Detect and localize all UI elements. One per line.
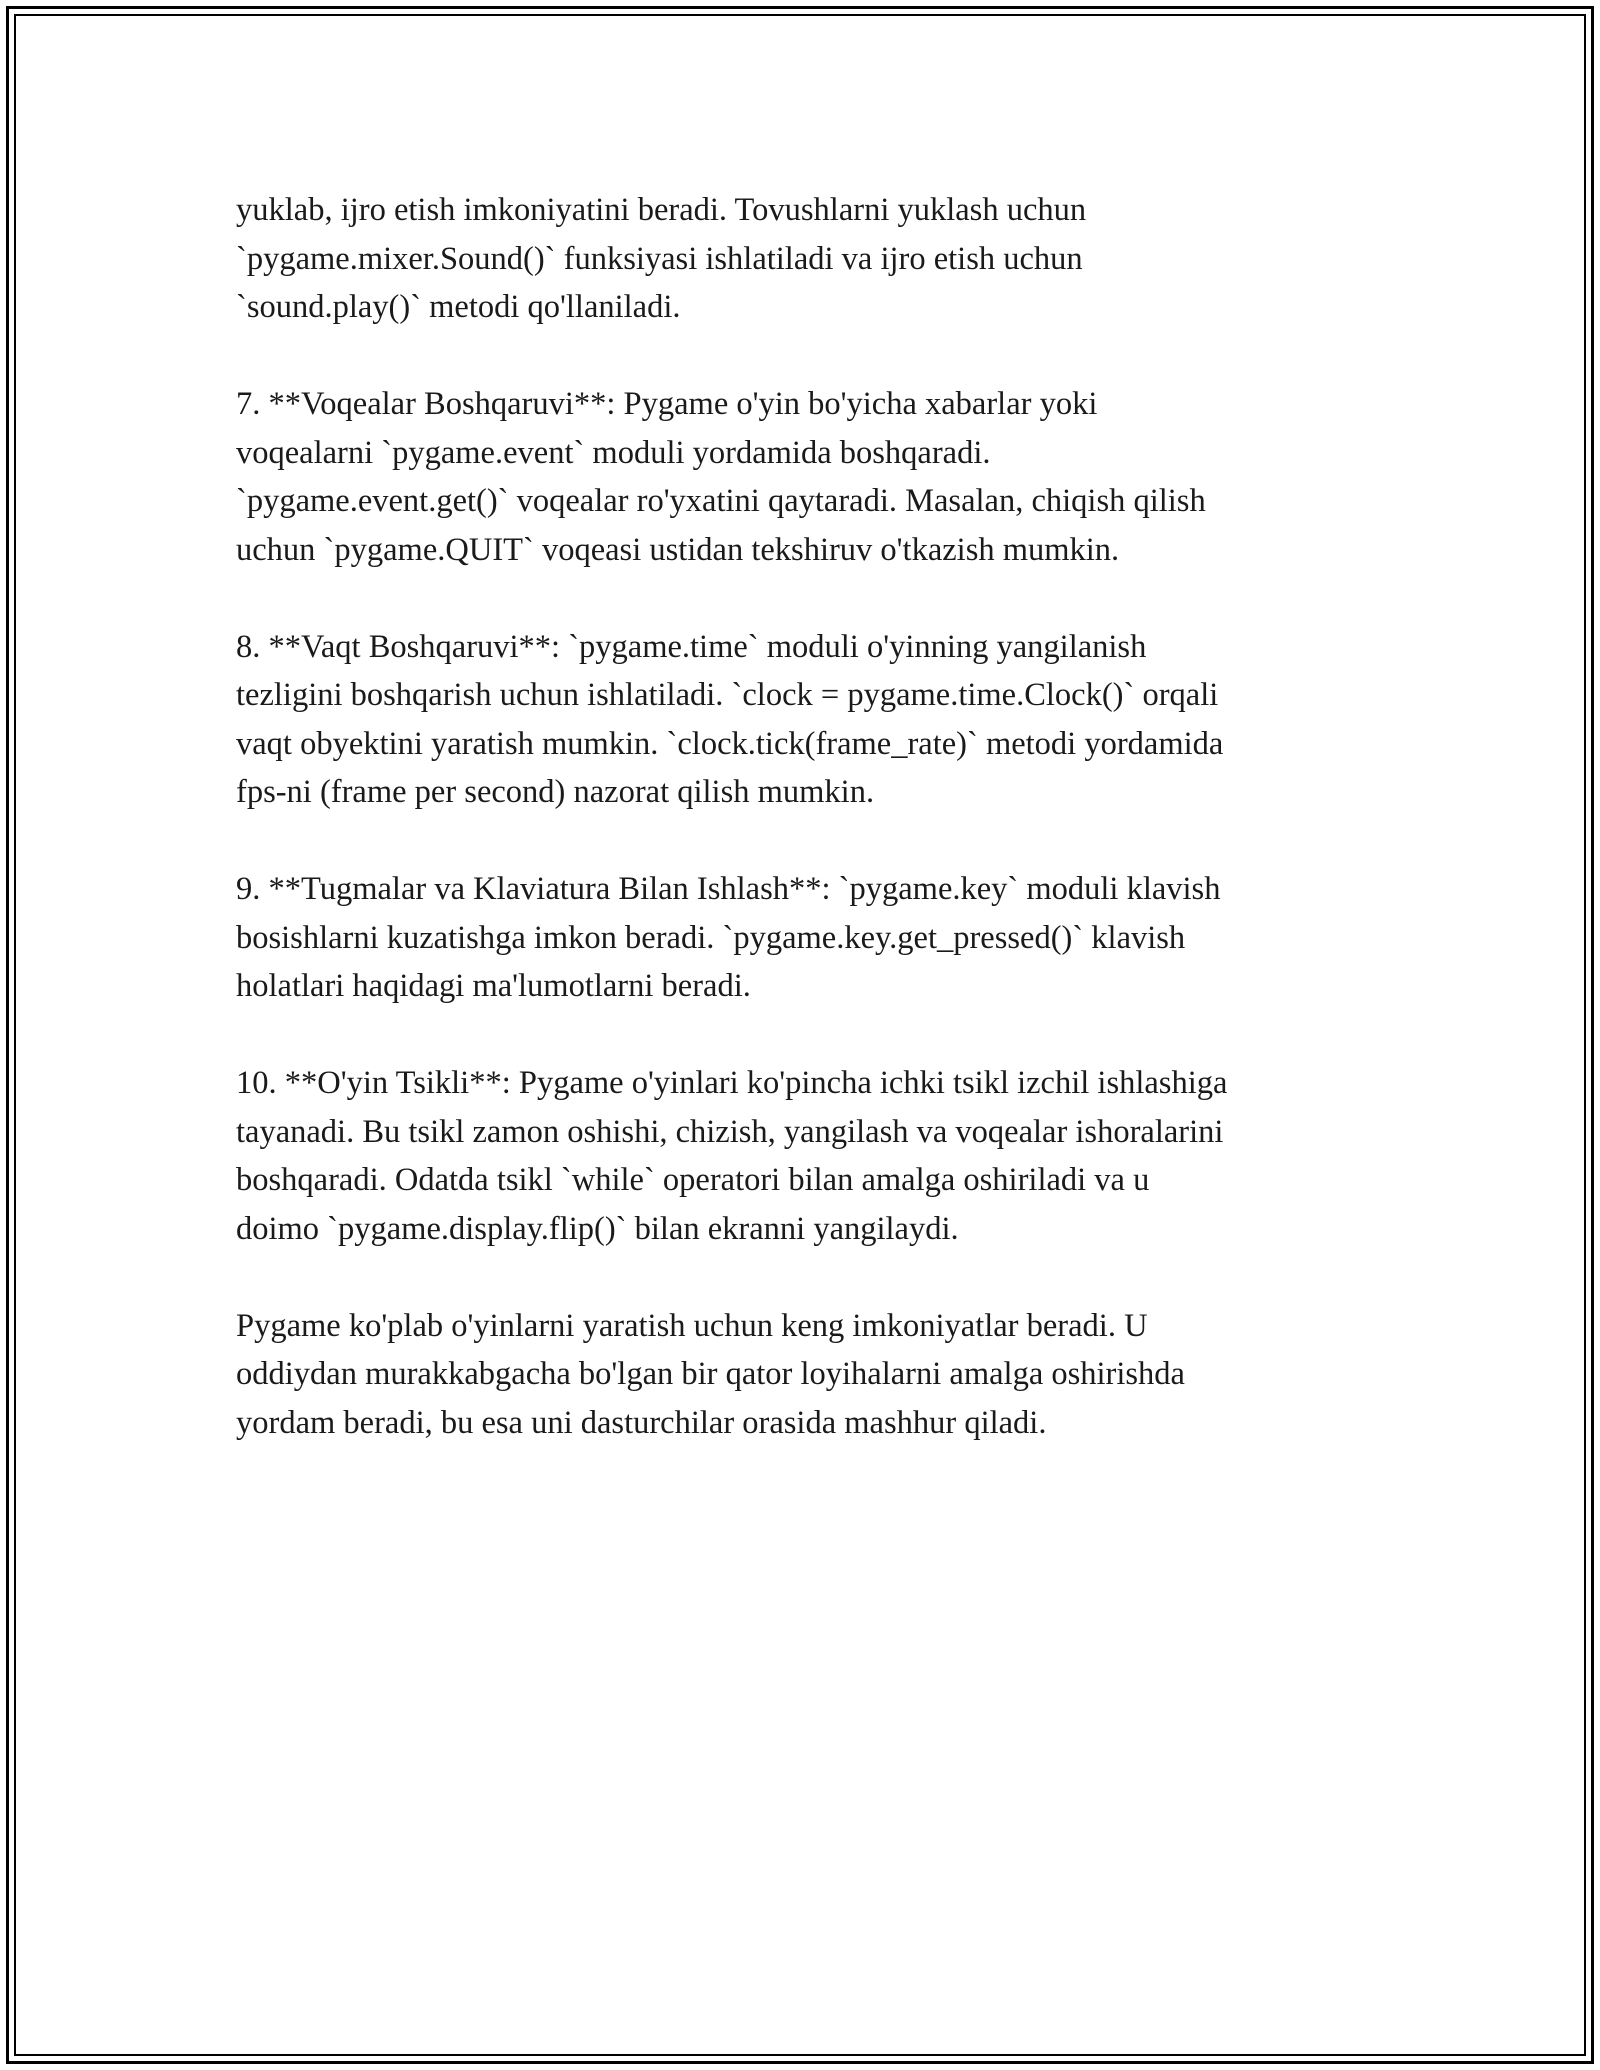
text-line: tayanadi. Bu tsikl zamon oshishi, chizish, yangilash va voqealar ishoralarini xyxy=(236,1113,1224,1150)
text-line: uchun `pygame.QUIT` voqeasi ustidan tekshiruv o'tkazish mumkin. xyxy=(236,531,1120,568)
text-line: boshqaradi. Odatda tsikl `while` operatori bilan amalga oshiriladi va u xyxy=(236,1162,1150,1198)
text-line: yuklab, ijro etish imkoniyatini beradi. Tovushlarni yuklash uchun xyxy=(236,192,1087,228)
paragraph-game-loop xyxy=(236,1059,1396,1253)
text-line: fps-ni (frame per second) nazorat qilish mumkin. xyxy=(236,774,875,810)
text-line: doimo `pygame.display.flip()` bilan ekranni yangilaydi. xyxy=(236,1210,959,1247)
text-line: `pygame.event.get()` voqealar ro'yxatini qaytaradi. Masalan, chiqish qilish xyxy=(236,483,1206,519)
text-line: Pygame ko'plab o'yinlarni yaratish uchun keng imkoniyatlar beradi. U xyxy=(236,1307,1148,1344)
text-line: 10. **O'yin Tsikli**: Pygame o'yinlari ko'pincha ichki tsikl izchil ishlashiga xyxy=(236,1065,1228,1101)
text-line: vaqt obyektini yaratish mumkin. `clock.tick(frame_rate)` metodi yordamida xyxy=(236,725,1224,762)
text-line: 8. **Vaqt Boshqaruvi**: `pygame.time` moduli o'yinning yangilanish xyxy=(236,628,1147,665)
text-line: 7. **Voqealar Boshqaruvi**: Pygame o'yin bo'yicha xabarlar yoki xyxy=(236,386,1098,422)
text-line: yordam beradi, bu esa uni dasturchilar orasida mashhur qiladi. xyxy=(236,1404,1047,1441)
text-line: holatlari haqidagi ma'lumotlarni beradi. xyxy=(236,968,751,1004)
text-line: bosishlarni kuzatishga imkon beradi. `pygame.key.get_pressed()` klavish xyxy=(236,919,1186,956)
text-line: oddiydan murakkabgacha bo'lgan bir qator loyihalarni amalga oshirishda xyxy=(236,1356,1185,1392)
text-line: `sound.play()` metodi qo'llaniladi. xyxy=(236,289,681,325)
paragraph-conclusion xyxy=(236,1302,1396,1448)
text-line: 9. **Tugmalar va Klaviatura Bilan Ishlash**: `pygame.key` moduli klavish xyxy=(236,871,1221,907)
paragraph-sound-continuation xyxy=(236,186,1396,332)
paragraph-time-control xyxy=(236,623,1396,817)
text-line: voqealarni `pygame.event` moduli yordamida boshqaradi. xyxy=(236,434,991,471)
text-line: tezligini boshqarish uchun ishlatiladi. `clock = pygame.time.Clock()` orqali xyxy=(236,677,1219,713)
text-line: `pygame.mixer.Sound()` funksiyasi ishlatiladi va ijro etish uchun xyxy=(236,240,1083,277)
paragraph-keyboard xyxy=(236,865,1396,1011)
paragraph-event-handling xyxy=(236,380,1396,574)
document-body xyxy=(236,186,1396,1496)
